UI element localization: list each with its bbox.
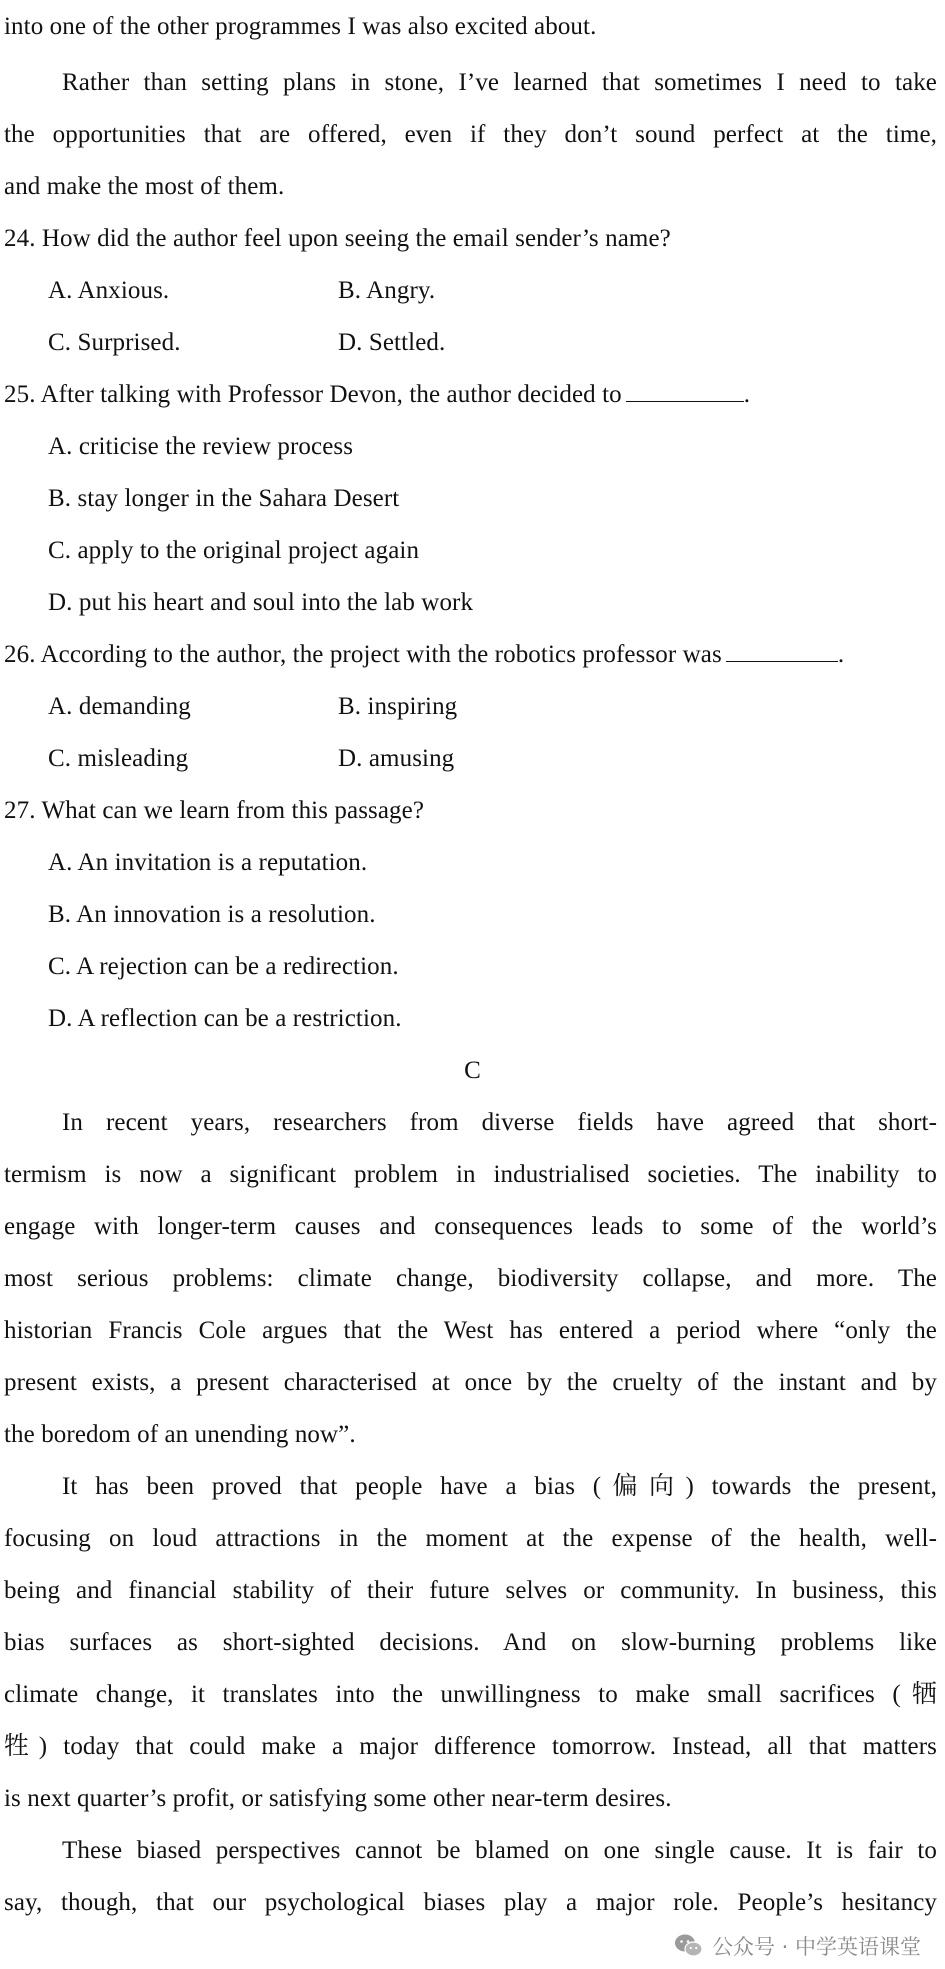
passage-line: 牲) today that could make a major difference tomorrow. Instead, all that matters (4, 1733, 937, 1760)
question-27-stem: 27. What can we learn from this passage? (4, 797, 425, 824)
watermark-text: 公众号 · 中学英语课堂 (711, 1935, 921, 1959)
q26-option-a[interactable]: A. demanding (48, 693, 191, 720)
q24-option-a[interactable]: A. Anxious. (48, 277, 170, 304)
q26-stem-text: 26. According to the author, the project with the robotics professor was (4, 641, 722, 668)
q24-option-c[interactable]: C. Surprised. (48, 329, 181, 356)
passage-line: engage with longer-term causes and consequences leads to some of the world’s (4, 1213, 937, 1240)
q25-option-a[interactable]: A. criticise the review process (48, 433, 354, 460)
q25-option-d[interactable]: D. put his heart and soul into the lab work (48, 589, 474, 616)
passage-line: focusing on loud attractions in the moment at the expense of the health, well- (4, 1525, 937, 1552)
question-25-stem (4, 369, 937, 421)
passage-line: historian Francis Cole argues that the West has entered a period where “only the (4, 1317, 937, 1344)
q27-option-c[interactable]: C. A rejection can be a redirection. (48, 953, 399, 980)
q26-option-c[interactable]: C. misleading (48, 745, 189, 772)
passage-line: climate change, it translates into the unwillingness to make small sacrifices (牺 (4, 1681, 937, 1708)
answer-blank (726, 660, 838, 662)
q25-stem-end: . (743, 381, 751, 408)
q27-option-a[interactable]: A. An invitation is a reputation. (48, 849, 368, 876)
q26-option-b[interactable]: B. inspiring (338, 693, 458, 720)
passage-line: say, though, that our psychological biases play a major role. People’s hesitancy (4, 1889, 937, 1916)
q26-option-d[interactable]: D. amusing (338, 745, 455, 772)
q24-option-d[interactable]: D. Settled. (338, 329, 446, 356)
passage-line: most serious problems: climate change, biodiversity collapse, and more. The (4, 1265, 937, 1292)
passage-line: Rather than setting plans in stone, I’ve learned that sometimes I need to take (62, 69, 937, 96)
passage-line: the boredom of an unending now”. (4, 1421, 356, 1448)
passage-line: the opportunities that are offered, even if they don’t sound perfect at the time, (4, 121, 937, 148)
q26-stem-end: . (837, 641, 845, 668)
wechat-watermark (670, 1926, 925, 1966)
question-26-stem (4, 629, 937, 681)
passage-line: present exists, a present characterised at once by the cruelty of the instant and by (4, 1369, 937, 1396)
passage-line: into one of the other programmes I was also excited about. (4, 13, 597, 40)
q24-option-b[interactable]: B. Angry. (338, 277, 436, 304)
passage-line: is next quarter’s profit, or satisfying some other near-term desires. (4, 1785, 672, 1812)
q25-stem-text: 25. After talking with Professor Devon, the author decided to (4, 381, 622, 408)
q25-option-b[interactable]: B. stay longer in the Sahara Desert (48, 485, 400, 512)
passage-line: These biased perspectives cannot be blamed on one single cause. It is fair to (62, 1837, 937, 1864)
passage-line: termism is now a significant problem in industrialised societies. The inability to (4, 1161, 937, 1188)
wechat-icon (674, 1933, 704, 1959)
q27-option-b[interactable]: B. An innovation is a resolution. (48, 901, 376, 928)
passage-line: and make the most of them. (4, 173, 285, 200)
passage-line: bias surfaces as short-sighted decisions. And on slow-burning problems like (4, 1629, 937, 1656)
answer-blank (626, 400, 744, 402)
question-24-stem: 24. How did the author feel upon seeing the email sender’s name? (4, 225, 671, 252)
passage-line: It has been proved that people have a bias (偏向) towards the present, (62, 1473, 937, 1500)
passage-c-heading: C (464, 1057, 481, 1084)
passage-line: In recent years, researchers from diverse fields have agreed that short- (62, 1109, 937, 1136)
passage-line: being and financial stability of their future selves or community. In business, this (4, 1577, 937, 1604)
q25-option-c[interactable]: C. apply to the original project again (48, 537, 420, 564)
q27-option-d[interactable]: D. A reflection can be a restriction. (48, 1005, 402, 1032)
